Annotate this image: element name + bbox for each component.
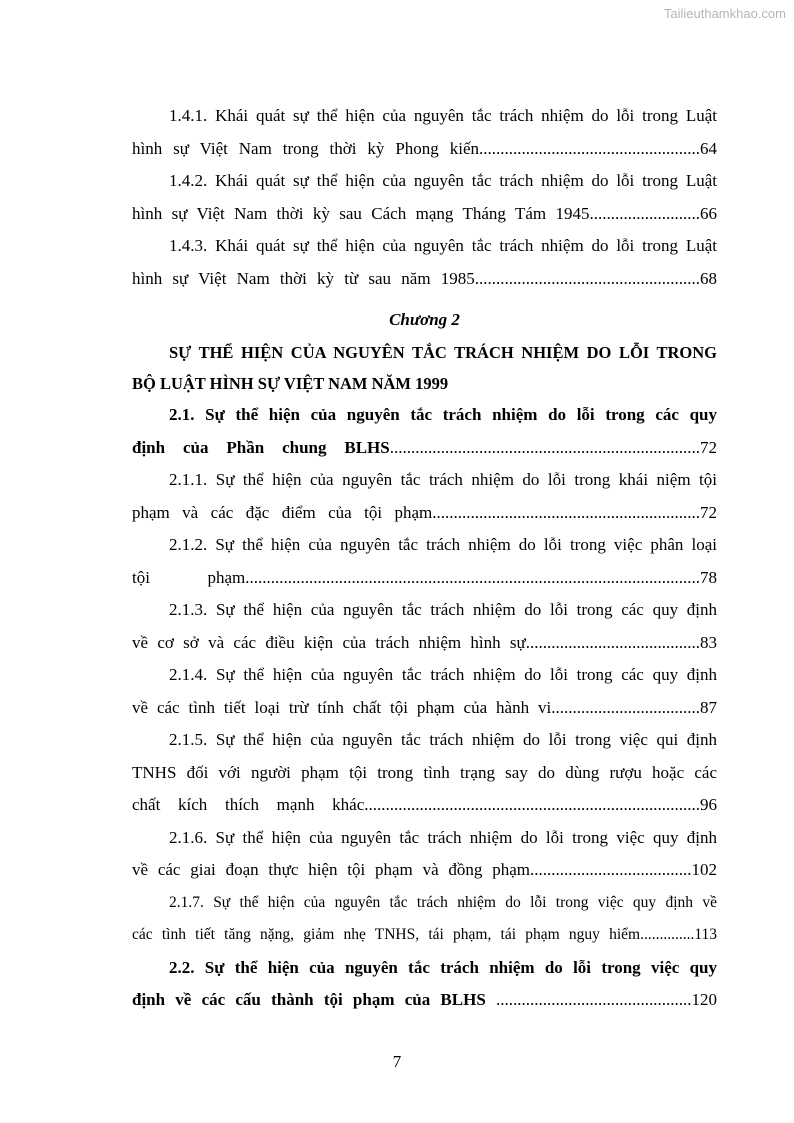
toc-entry-line: 2.1.2. Sự thể hiện của nguyên tắc trách nhiệm do lỗi trong việc phân loại	[169, 535, 717, 554]
toc-entry-2-1-1[interactable]	[132, 464, 717, 529]
page-number: 7	[392, 1052, 402, 1071]
toc-entry-line: 2.1.6. Sự thể hiện của nguyên tắc trách nhiệm do lỗi trong việc quy định	[169, 827, 717, 847]
toc-entry-line: tội phạm...........................................................................................................78	[132, 567, 717, 587]
toc-entry-line: hình sự Việt Nam thời kỳ sau Cách mạng Tháng Tám 1945..........................66	[132, 203, 717, 223]
toc-entry-line: 2.1.7. Sự thể hiện của nguyên tắc trách nhiệm do lỗi trong việc quy định về	[169, 893, 717, 911]
toc-entry-line: về cơ sở và các điều kiện của trách nhiệm hình sự.........................................83	[132, 632, 717, 652]
toc-entry-line: 2.1. Sự thể hiện của nguyên tắc trách nhiệm do lỗi trong các quy	[169, 405, 717, 424]
toc-entry-line: 2.1.4. Sự thể hiện của nguyên tắc trách nhiệm do lỗi trong các quy định	[169, 665, 717, 684]
toc-entry-2-1-7[interactable]	[132, 887, 717, 952]
toc-entry-line: 2.2. Sự thể hiện của nguyên tắc trách nhiệm do lỗi trong việc quy	[169, 957, 717, 977]
section-leader: .........................................................................72	[389, 437, 717, 457]
table-of-contents	[132, 100, 717, 1017]
toc-section-2-2[interactable]	[132, 952, 717, 1017]
watermark: Tailieuthamkhao.com	[663, 6, 786, 21]
toc-entry-line: hình sự Việt Nam trong thời kỳ Phong kiến....................................................64	[132, 138, 717, 158]
toc-entry-line: TNHS đối với người phạm tội trong tình trạng say do dùng rượu hoặc các	[132, 762, 717, 782]
toc-entry-line: các tình tiết tăng nặng, giảm nhẹ TNHS, tái phạm, tái phạm nguy hiểm..............113	[132, 926, 717, 943]
chapter-heading-line: BỘ LUẬT HÌNH SỰ VIỆT NAM NĂM 1999	[132, 374, 449, 393]
toc-entry-line	[132, 432, 717, 465]
section-title-part: định về các cấu thành tội phạm của BLHS	[132, 990, 486, 1009]
toc-section-2-1[interactable]	[132, 399, 717, 464]
toc-entry-2-1-2[interactable]	[132, 529, 717, 594]
toc-entry-line: 1.4.2. Khái quát sự thể hiện của nguyên tắc trách nhiệm do lỗi trong Luật	[169, 171, 717, 190]
toc-entry-line: 2.1.3. Sự thể hiện của nguyên tắc trách nhiệm do lỗi trong các quy định	[169, 600, 717, 619]
toc-entry-2-1-6[interactable]	[132, 822, 717, 887]
toc-entry-line: hình sự Việt Nam thời kỳ từ sau năm 1985.....................................................68	[132, 268, 717, 288]
toc-entry-line: về các giai đoạn thực hiện tội phạm và đồng phạm......................................102	[132, 860, 717, 879]
toc-entry-line	[132, 984, 717, 1017]
toc-entry-1-4-3[interactable]	[132, 230, 717, 295]
chapter-heading	[132, 337, 717, 399]
chapter-heading-line: SỰ THỂ HIỆN CỦA NGUYÊN TẮC TRÁCH NHIỆM DO LỖI TRONG	[169, 343, 717, 362]
section-leader: ..............................................120	[485, 990, 717, 1009]
toc-entry-2-1-5[interactable]	[132, 724, 717, 822]
toc-entry-line: 2.1.5. Sự thể hiện của nguyên tắc trách nhiệm do lỗi trong việc qui định	[169, 730, 717, 749]
chapter-title: Chương 2	[389, 310, 460, 329]
toc-entry-1-4-1[interactable]	[132, 100, 717, 165]
toc-entry-1-4-2[interactable]	[132, 165, 717, 230]
toc-entry-line: 1.4.1. Khái quát sự thể hiện của nguyên tắc trách nhiệm do lỗi trong Luật	[169, 106, 717, 125]
toc-entry-2-1-4[interactable]	[132, 659, 717, 724]
toc-entry-line: 1.4.3. Khái quát sự thể hiện của nguyên tắc trách nhiệm do lỗi trong Luật	[169, 236, 717, 255]
toc-entry-line: về các tình tiết loại trừ tính chất tội phạm của hành vi...................................87	[132, 697, 717, 717]
toc-entry-line: phạm và các đặc điểm của tội phạm...............................................................72	[132, 502, 717, 522]
toc-entry-2-1-3[interactable]	[132, 594, 717, 659]
section-title-part: định của Phần chung BLHS	[132, 437, 390, 457]
toc-entry-line: chất kích thích mạnh khác...............................................................................96	[132, 795, 717, 814]
toc-entry-line: 2.1.1. Sự thể hiện của nguyên tắc trách nhiệm do lỗi trong khái niệm tội	[169, 470, 717, 489]
